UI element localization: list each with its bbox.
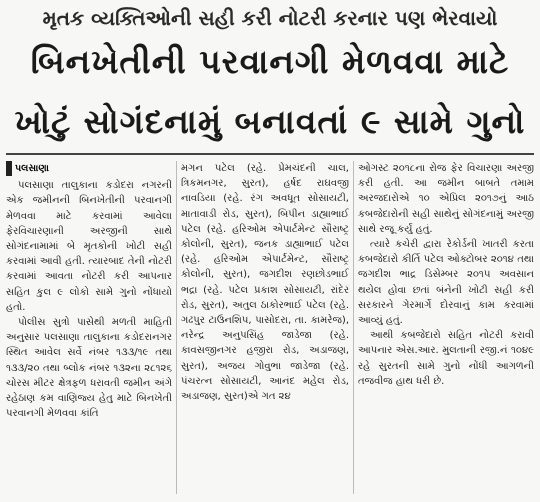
body-paragraph: મગન પટેલ (રહે. પ્રેમચંદની ચાલ, ત્રિકમનગર, સુરત), હર્ષદ રાઘવજી નાવડિયા (રહે. રંગ અવધૂત સોસાયટી, માતાવાડી રોડ, સુરત), બિપીન ડાહ્યાભાઈ પટેલ (રહે. હરિઓમ એપાર્ટમેન્ટ સૌરાષ્ટ્ર કોલોની, સુરત), જનક ડાહ્યાભાઈ પટેલ (રહે. હરિઓમ એપાર્ટમેન્ટ, સૌરાષ્ટ્ર કોલોની, સુરત), જગદીશ રણછોડભાઈ ભદ્રા (રહે. પટેલ પ્રકાશ સોસાયટી, રાંદેર રોડ, સુરત), અતુલ ઠાકોરભાઈ પટેલ (રહે. ગઢપુર ટાઉનશિપ, પાસોદરા, તા. કામરેજ), નરેન્દ્ર અનુપસિંહ જાડેજા (રહે. કાવસજીનગર હજીરા રોડ, અડાજણ, સુરત), અજય ગોવુભા જાડેજા (રહે. પંચરત્ન સોસાયટી, આનંદ મહેલ રોડ, અડાજણ, સુરત)એ ગત ૨૪ (181, 163, 349, 403)
article-column-3 (358, 161, 534, 494)
headline-line-2: ખોટું સોગંદનામું બનાવતાં ૯ સામે ગુનો (14, 102, 526, 141)
body-paragraph: પોલીસ સુત્રો પાસેથી મળતી માહિતી અનુસાર પલસાણા તાલુકાના કડોદરાનગર સ્થિત આવેલ સર્વે નંબર ૧૩૩/૧૯ તથા ૧૩૩/૨૦ તથા બ્લોક નંબર ૧૩૨ના ૨૮૧૨૬ ચોરસ મીટર ક્ષેત્રફળ ધરાવતી જમીન અંગે રહેઠાણ કમ વાણિજ્ય હેતુ માટે બિનખેતી પરવાનગી મેળવવા કાંતિ (6, 317, 172, 420)
column-rule-2 (353, 161, 354, 494)
body-paragraph: ઓગસ્ટ ૨૦૧૮ના રોજ ફેર વિચારણા અરજી કરી હતી. આ જમીન બાબતે તમામ અરજદારોએ ૧૦ એપ્રિલ ૨૦૧૭નું આઠ કબજેદારોની સહી સાથેનું સોગંદનામું અરજી સાથે રજૂ કર્યું હતું. (358, 163, 534, 235)
body-paragraph: પલસાણા તાલુકાના કડોદરા નગરની એક જમીનની બિનખેતીની પરવાનગી મેળવવા માટે કરવામાં આવેલા ફેરવિચારણાની અરજીની સાથે સોગંદનામામાં બે મૃતકોની ખોટી સહી કરવામાં આવી હતી. ત્યારબાદ તેની નોટરી કરવામાં આવતા નોટરી કરી આપનાર સહિત કુલ ૯ લોકો સામે ગુનો નોંધાયો હતો. (6, 180, 172, 313)
article-column-1 (6, 161, 172, 494)
body-paragraph: ત્યારે કચેરી દ્વારા રેકોર્ડની ખાતરી કરતા કબજેદારો કીર્તિ પટેલ ઓક્ટોબર ૨૦૧૪ તથા જગદીશ ભાદ્ર ડિસેમ્બર ૨૦૧૫ અવસાન થયેલ હોવા છતાં બંનેની ખોટી સહી કરી સરકારને ગેરમાર્ગે દોરવાનું કામ કરવામાં આવ્યું હતું. (358, 239, 534, 327)
headline-divider (6, 153, 534, 155)
dateline: પલસાણા (6, 161, 49, 176)
article-column-2 (181, 161, 349, 494)
kicker-subheadline: મૃતક વ્યક્તિઓની સહી કરી નોટરી કરનાર પણ ભેરવાયો (42, 6, 498, 30)
headline-line-1: બિનખેતીની પરવાનગી મેળવવા માટે (30, 42, 510, 81)
body-paragraph: આથી કબજેદારો સહિત નોટરી કરાવી આપનાર એસ.આર. મુલતાની રજી.નં ૧૦૪૯ રહે સુરતની સામે ગુનો નોંધી આગળની તજવીજ હાથ ધરી છે. (358, 330, 534, 387)
column-rule-1 (176, 161, 177, 494)
